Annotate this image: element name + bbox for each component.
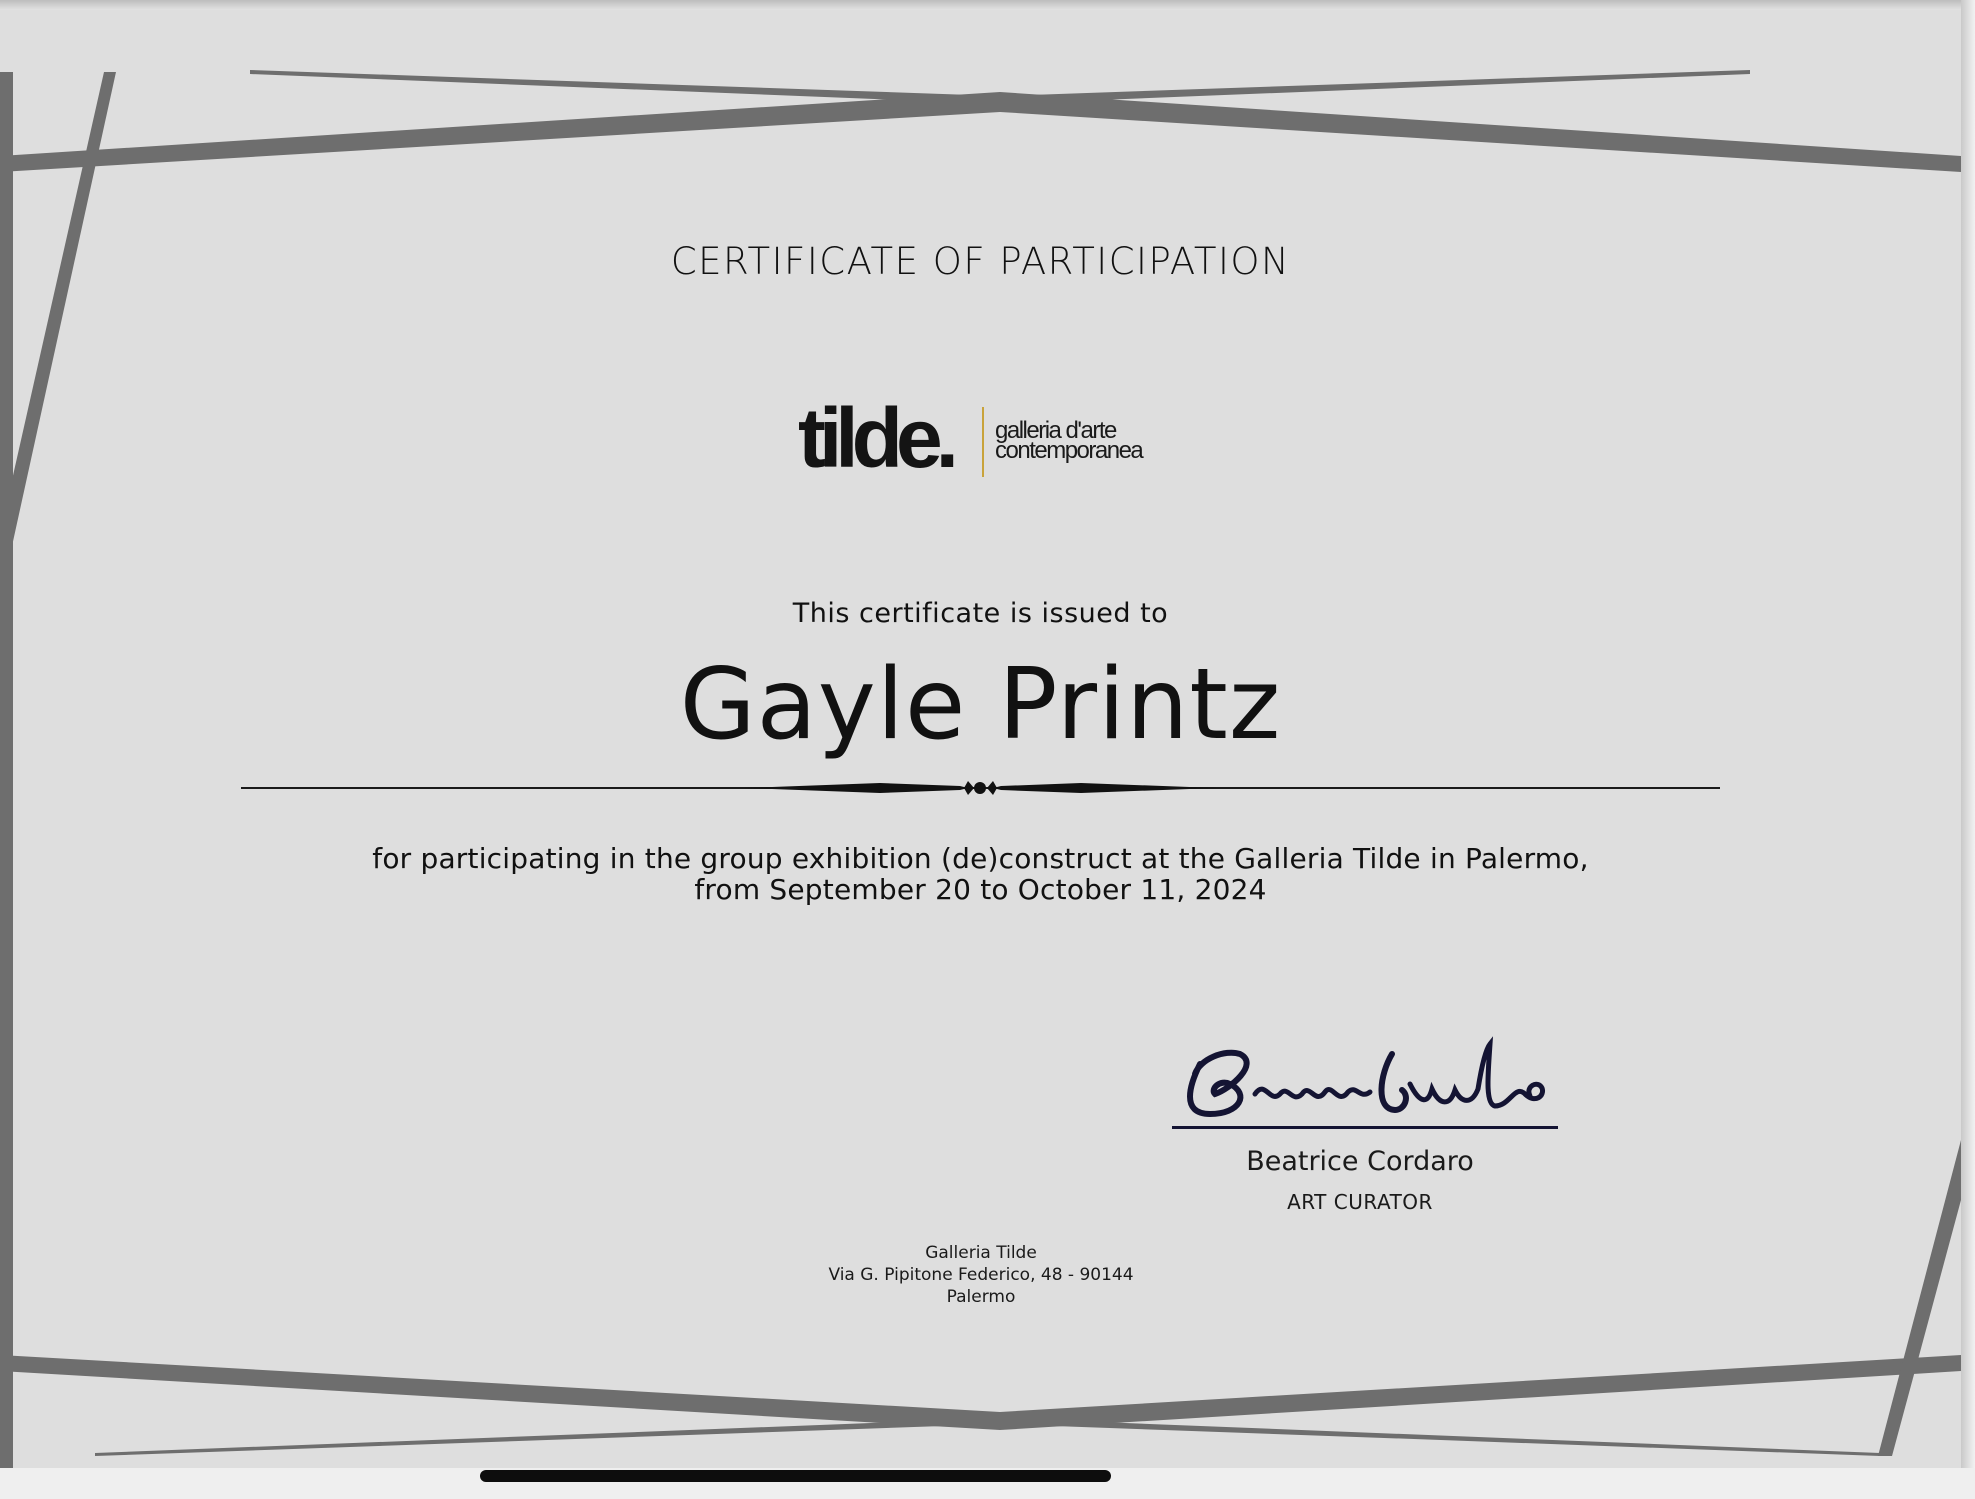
frame-line-bottom-right <box>1000 1355 1961 1430</box>
ornamental-divider <box>241 781 1720 795</box>
frame-line-bottom-left <box>0 1355 1000 1430</box>
frame-line-left-diagonal <box>12 72 116 546</box>
certificate-page <box>0 10 1961 1468</box>
logo-divider <box>982 407 984 477</box>
right-edge <box>1961 0 1975 1499</box>
home-indicator[interactable] <box>480 1470 1111 1482</box>
top-edge <box>0 0 1975 10</box>
frame-line-bottom-long-b <box>1000 1418 1880 1456</box>
frame-line-top-long-b <box>1000 70 1750 104</box>
gallery-logo <box>798 393 1178 483</box>
issued-to-label: This certificate is issued to <box>792 598 1169 629</box>
logo-wordmark: tilde. <box>798 391 953 485</box>
address-line-2: Via G. Pipitone Federico, 48 - 90144 <box>828 1265 1134 1285</box>
frame-line-right-diagonal <box>1878 1140 1961 1456</box>
signature-image <box>1170 1034 1560 1134</box>
frame-line-top-left <box>0 92 1000 172</box>
signatory-role: ART CURATOR <box>1287 1190 1433 1214</box>
address-line-3: Palermo <box>946 1287 1016 1307</box>
frame-line-top-right <box>1000 92 1961 172</box>
certificate-description: for participating in the group exhibition (de)construct at the Galleria Tilde in Palermo, from September 20 to October 11, 2024 <box>372 842 1589 906</box>
frame-line-bottom-long-a <box>95 1418 1000 1456</box>
address-line-1: Galleria Tilde <box>925 1243 1037 1263</box>
gallery-address <box>781 1242 1181 1308</box>
logo-tagline: galleria d'arte contemporanea <box>995 417 1143 464</box>
frame-line-top-long-a <box>250 70 1000 104</box>
recipient-name: Gayle Printz <box>679 648 1282 762</box>
certificate-title: CERTIFICATE OF PARTICIPATION <box>670 240 1291 283</box>
signatory-name: Beatrice Cordaro <box>1246 1146 1474 1177</box>
